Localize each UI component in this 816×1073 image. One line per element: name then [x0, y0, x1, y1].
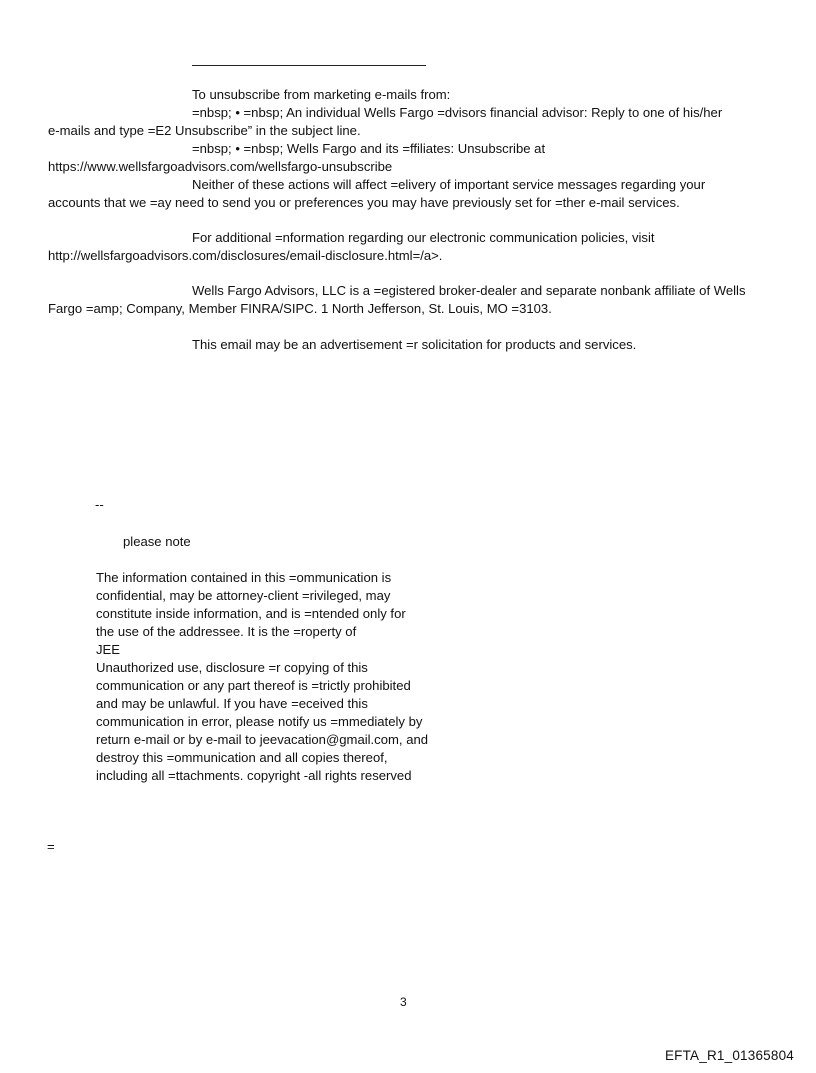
separator-rule [192, 65, 426, 66]
please-note-heading: please note [123, 534, 191, 549]
text-line: This email may be an advertisement =r solicitation for products and services. [192, 337, 637, 352]
broker-dealer-paragraph [48, 282, 778, 318]
text-line: The information contained in this =ommunication is [96, 570, 392, 585]
text-line: To unsubscribe from marketing e-mails from: [192, 87, 451, 102]
text-line: including all =ttachments. copyright -all rights reserved [96, 768, 412, 783]
text-line: Neither of these actions will affect =elivery of important service messages regarding your [192, 177, 706, 192]
bates-number: EFTA_R1_01365804 [664, 1048, 794, 1063]
text-line: http://wellsfargoadvisors.com/disclosures/email-disclosure.html=/a>. [48, 248, 443, 263]
advertisement-paragraph [48, 336, 778, 354]
text-line: Fargo =amp; Company, Member FINRA/SIPC. 1 North Jefferson, St. Louis, MO =3103. [48, 301, 552, 316]
text-line: communication in error, please notify us =mmediately by [96, 714, 423, 729]
text-line: =nbsp; • =nbsp; Wells Fargo and its =ffiliates: Unsubscribe at [192, 141, 546, 156]
text-line: return e-mail or by e-mail to jeevacation@gmail.com, and [96, 732, 429, 747]
text-line: and may be unlawful. If you have =eceived this [96, 696, 368, 711]
text-line: =nbsp; • =nbsp; An individual Wells Fargo =dvisors financial advisor: Reply to one of his/her [192, 105, 723, 120]
unsubscribe-paragraph [48, 86, 778, 212]
text-line: For additional =nformation regarding our electronic communication policies, visit [192, 230, 655, 245]
page-number: 3 [400, 995, 407, 1009]
confidentiality-notice [96, 569, 516, 785]
text-line: destroy this =ommunication and all copies thereof, [96, 750, 388, 765]
text-line: the use of the addressee. It is the =roperty of [96, 624, 357, 639]
text-line: Wells Fargo Advisors, LLC is a =egistered broker-dealer and separate nonbank affiliate of Wells [192, 283, 746, 298]
trailing-equals: = [47, 839, 55, 854]
signature-separator: -- [95, 497, 104, 512]
text-line: JEE [96, 642, 121, 657]
text-line: Unauthorized use, disclosure =r copying of this [96, 660, 368, 675]
text-line: constitute inside information, and is =ntended only for [96, 606, 406, 621]
policy-paragraph [48, 229, 778, 265]
text-line: confidential, may be attorney-client =rivileged, may [96, 588, 391, 603]
text-line: https://www.wellsfargoadvisors.com/wellsfargo-unsubscribe [48, 159, 393, 174]
text-line: accounts that we =ay need to send you or preferences you may have previously set for =ther e-mail services. [48, 195, 680, 210]
text-line: communication or any part thereof is =trictly prohibited [96, 678, 411, 693]
text-line: e-mails and type =E2 Unsubscribe” in the subject line. [48, 123, 361, 138]
